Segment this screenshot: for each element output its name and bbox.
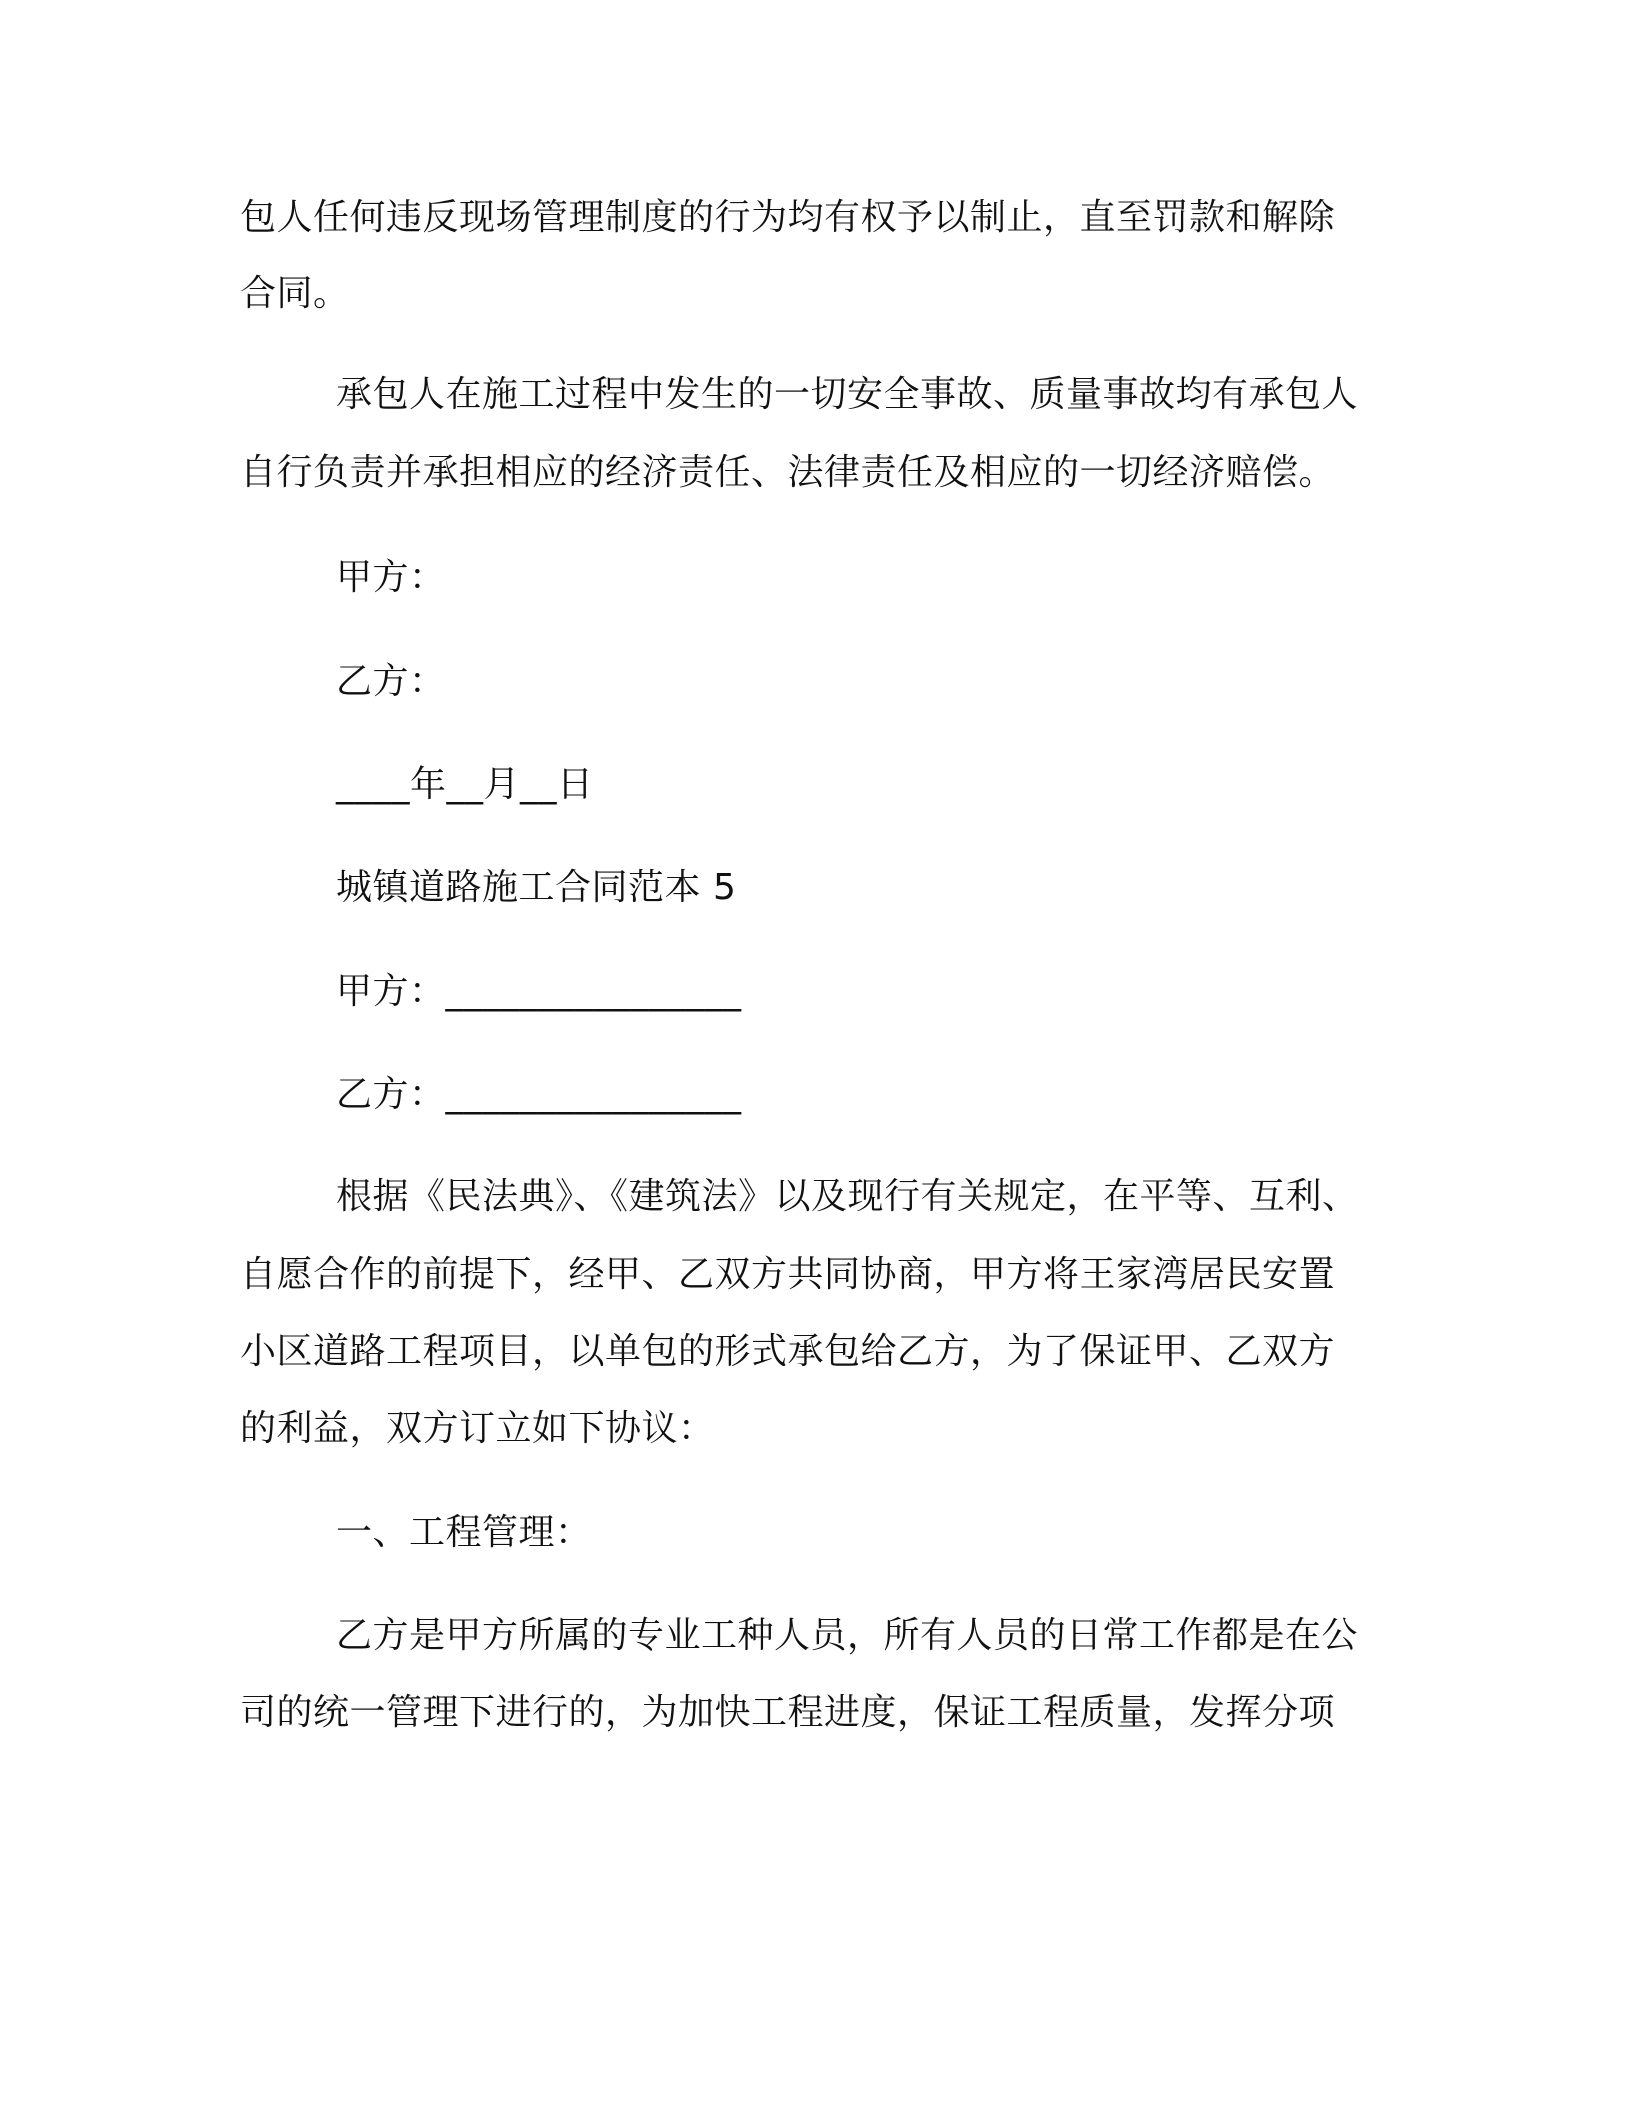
date-line: ____年__月__日	[336, 764, 594, 805]
section-heading: 一、工程管理：	[336, 1512, 592, 1553]
text-line: 自行负责并承担相应的经济责任、法律责任及相应的一切经济赔偿。	[240, 452, 1336, 493]
text-line: 自愿合作的前提下，经甲、乙双方共同协商，甲方将王家湾居民安置	[240, 1254, 1336, 1295]
text-line: 小区道路工程项目，以单包的形式承包给乙方，为了保证甲、乙双方	[240, 1331, 1336, 1372]
party-a-field: 甲方：________________	[336, 971, 742, 1012]
text-line: 包人任何违反现场管理制度的行为均有权予以制止，直至罚款和解除	[240, 197, 1336, 238]
party-a-label: 甲方：	[336, 557, 446, 598]
party-b-label: 乙方：	[336, 661, 446, 702]
text-line: 合同。	[240, 273, 350, 314]
text-line: 乙方是甲方所属的专业工种人员，所有人员的日常工作都是在公	[336, 1615, 1359, 1656]
text-line: 司的统一管理下进行的，为加快工程进度，保证工程质量，发挥分项	[240, 1692, 1336, 1733]
party-b-field: 乙方：________________	[336, 1074, 742, 1115]
text-line: 承包人在施工过程中发生的一切安全事故、质量事故均有承包人	[336, 374, 1359, 415]
section-title: 城镇道路施工合同范本 5	[336, 867, 737, 908]
text-line: 的利益，双方订立如下协议：	[240, 1408, 715, 1449]
text-line: 根据《民法典》、《建筑法》以及现行有关规定，在平等、互利、	[336, 1176, 1359, 1217]
